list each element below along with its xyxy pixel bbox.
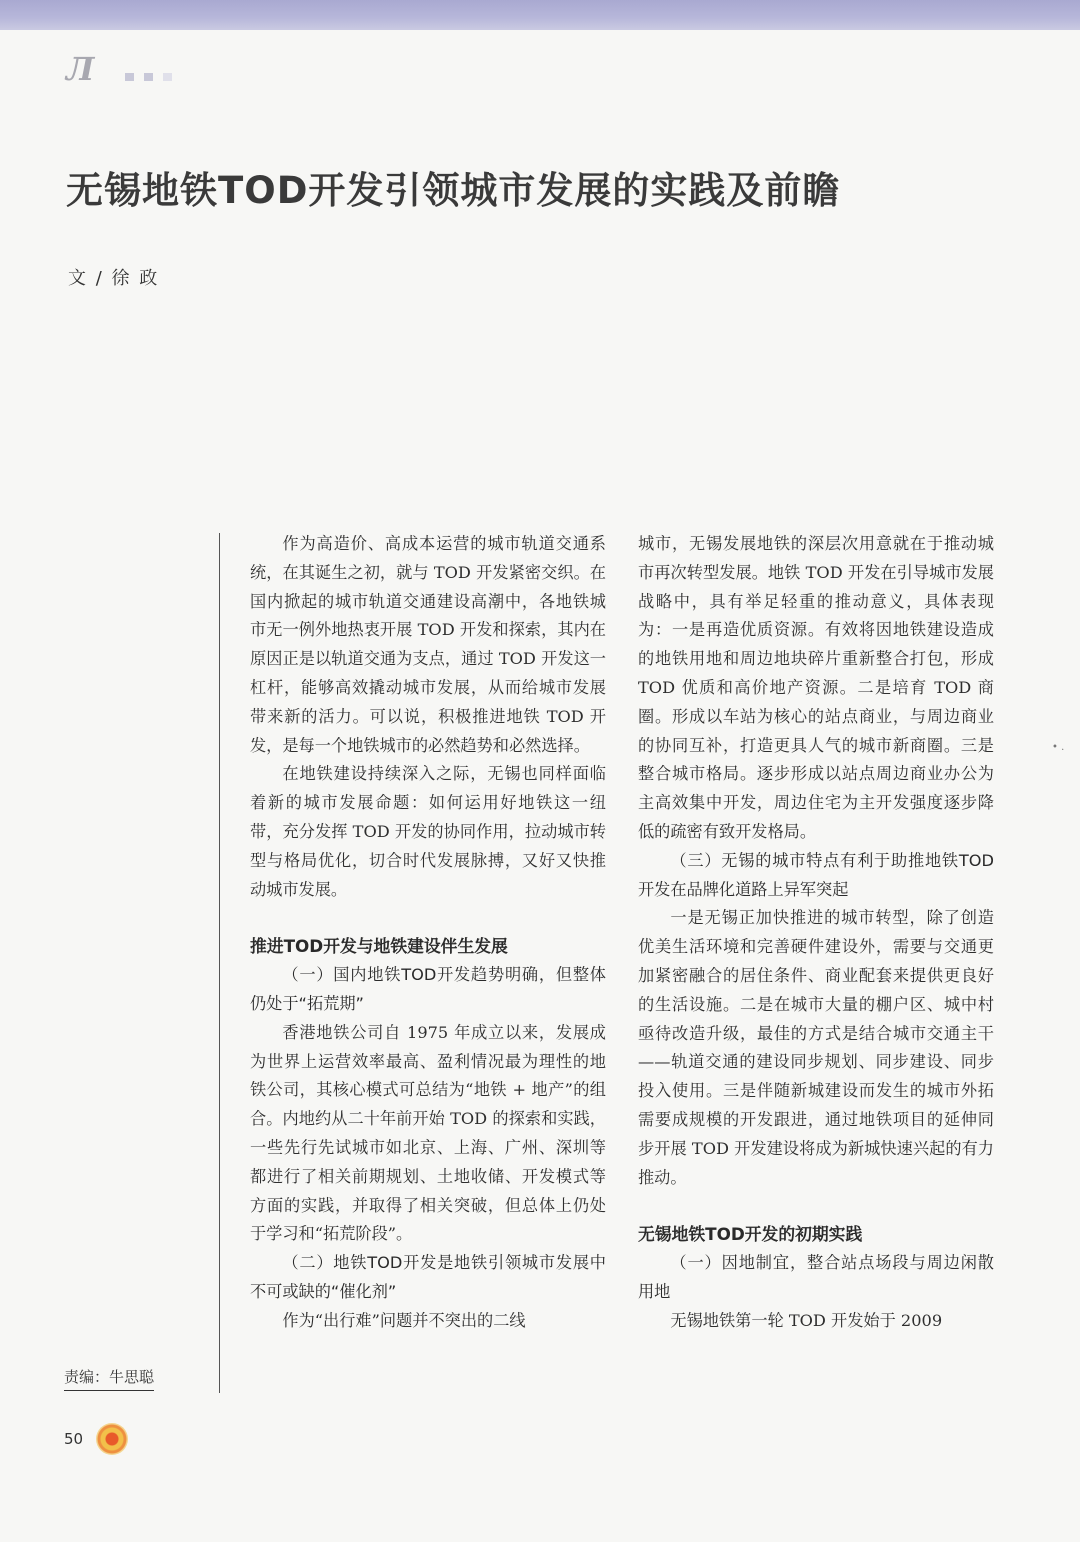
body-paragraph: 香港地铁公司自 1975 年成立以来，发展成为世界上运营效率最高、盈利情况最为理性的地铁公司，其核心模式可总结为“地铁 + 地产”的组合。内地约从二十年前开始 TOD 的探索和实践，一些先行先试城市如北京、上海、广州、深圳等都进行了相关前期规划、土地收储、开发模式等方面的实践，并取得了相关突破，但总体上仍处于学习和“拓荒阶段”。 [250,1022,606,1244]
section-heading: 无锡地铁TOD开发的初期实践 [638,1224,863,1245]
top-color-band [0,0,1080,30]
subsection-heading: （三）无锡的城市特点有利于助推地铁TOD开发在品牌化道路上异军突起 [638,850,994,899]
body-paragraph: 在地铁建设持续深入之际，无锡也同样面临着新的城市发展命题：如何运用好地铁这一纽带，充分发挥 TOD 开发的协同作用，拉动城市转型与格局优化，切合时代发展脉搏，又好又快推动城市发展。 [250,764,606,899]
article-title: 无锡地铁TOD开发引领城市发展的实践及前瞻 [66,169,841,212]
magazine-emblem-icon [96,1423,128,1455]
logo-decoration [125,66,182,85]
column-rule [219,533,220,1393]
body-paragraph: 城市，无锡发展地铁的深层次用意就在于推动城市再次转型发展。地铁 TOD 开发在引导城市发展战略中，具有举足轻重的推动意义，具体表现为：一是再造优质资源。有效将因地铁建设造成的地铁用地和周边地块碎片重新整合打包，形成 TOD 优质和高价地产资源。二是培育 TOD 商圈。形成以车站为核心的站点商业，与周边商业的协同互补，打造更具人气的城市新商圈。三是整合城市格局。逐步形成以站点周边商业办公为主高效集中开发，周边住宅为主开发强度逐步降低的疏密有致开发格局。 [638,534,994,841]
magazine-logo: Л [66,50,91,88]
subsection-heading: （一）国内地铁TOD开发趋势明确，但整体仍处于“拓荒期” [250,965,606,1013]
section-heading: 推进TOD开发与地铁建设伴生发展 [250,936,508,957]
page-number: 50 [64,1430,84,1448]
subsection-heading: （一）因地制宜，整合站点场段与周边闲散用地 [638,1253,994,1301]
body-paragraph: 无锡地铁第一轮 TOD 开发始于 2009 [670,1310,943,1330]
body-paragraph: 作为“出行难”问题并不突出的二线 [282,1310,526,1330]
body-paragraph: 作为高造价、高成本运营的城市轨道交通系统，在其诞生之初，就与 TOD 开发紧密交织。在国内掀起的城市轨道交通建设高潮中，各地铁城市无一例外地热衷开展 TOD 开发和探索，其内在原因正是以轨道交通为支点，通过 TOD 开发这一杠杆，能够高效撬动城市发展，从而给城市发展带来新的活力。可以说，积极推进地铁 TOD 开发，是每一个地铁城市的必然趋势和必然选择。 [250,534,606,755]
editor-credit: 责编：牛思聪 [64,1366,154,1391]
scan-speck: • . [1052,742,1065,753]
left-column [250,530,606,1336]
right-column [638,530,994,1336]
body-paragraph: 一是无锡正加快推进的城市转型，除了创造优美生活环境和完善硬件建设外，需要与交通更加紧密融合的居住条件、商业配套来提供更良好的生活设施。二是在城市大量的棚户区、城中村亟待改造升级，最佳的方式是结合城市交通主干——轨道交通的建设同步规划、同步建设、同步投入使用。三是伴随新城建设而发生的城市外拓需要成规模的开发跟进，通过地铁项目的延伸同步开展 TOD 开发建设将成为新城快速兴起的有力推动。 [638,908,994,1187]
subsection-heading: （二）地铁TOD开发是地铁引领城市发展中不可或缺的“催化剂” [250,1253,606,1301]
article-author: 文 / 徐 政 [68,268,160,289]
